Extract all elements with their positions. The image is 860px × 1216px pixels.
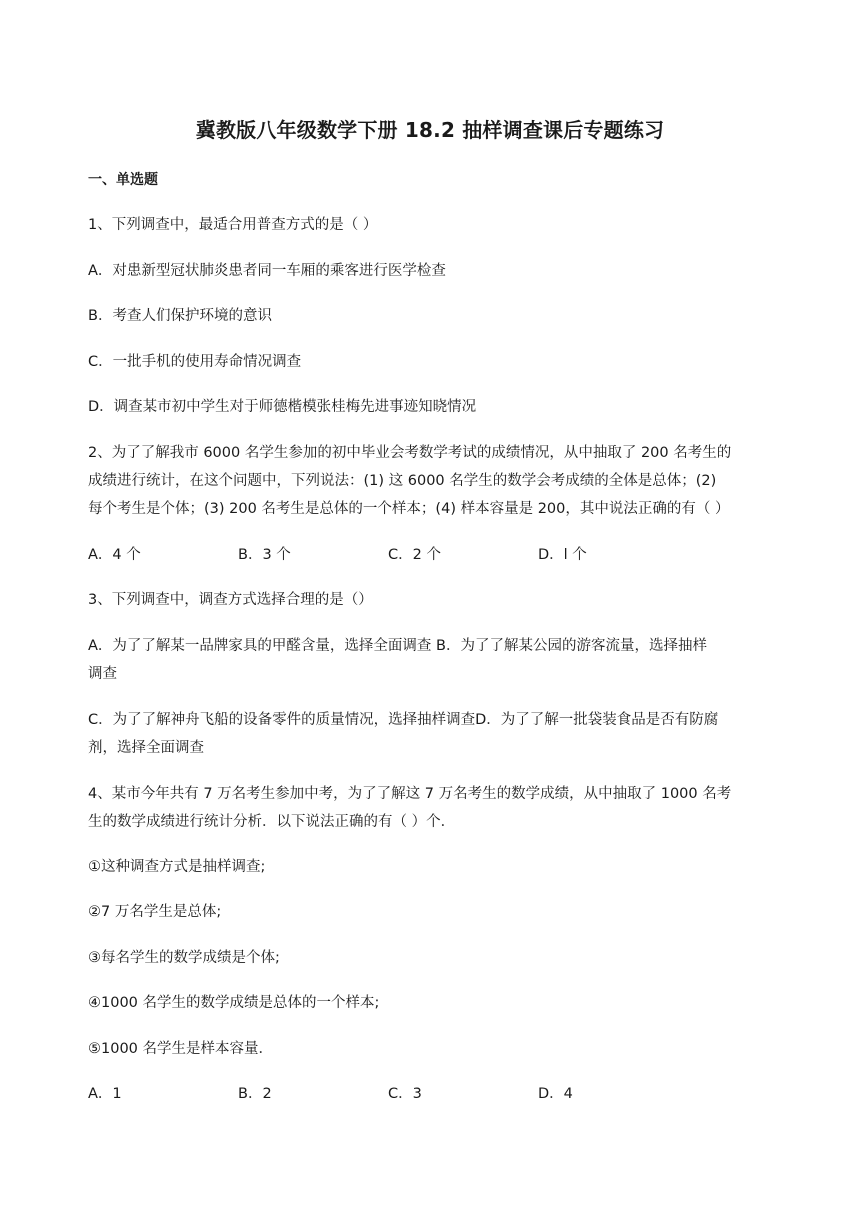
document-title: 冀教版八年级数学下册 18.2 抽样调查课后专题练习 xyxy=(195,118,665,142)
question-4-statement-1: ①这种调查方式是抽样调查; xyxy=(88,859,266,875)
question-4-option-c: C．3 xyxy=(388,1086,422,1102)
question-4-statement-3: ③每名学生的数学成绩是个体; xyxy=(88,950,280,966)
question-4-statement-4: ④1000 名学生的数学成绩是总体的一个样本; xyxy=(88,995,380,1011)
question-1-option-c: C．一批手机的使用寿命情况调查 xyxy=(88,354,302,370)
question-3-options-ab-line-2: 调查 xyxy=(88,666,117,682)
question-2-options xyxy=(88,541,774,569)
section-heading: 一、单选题 xyxy=(88,172,158,188)
question-2-option-a: A．4 个 xyxy=(88,547,141,563)
question-3-options-ab-line-1: A．为了了解某一品牌家具的甲醛含量，选择全面调查 B．为了了解某公园的游客流量，选择抽样 xyxy=(88,638,707,654)
question-1-option-b: B．考查人们保护环境的意识 xyxy=(88,308,272,324)
question-2-option-c: C．2 个 xyxy=(388,547,441,563)
question-4-options xyxy=(88,1080,774,1108)
question-1-option-a: A．对患新型冠状肺炎患者同一车厢的乘客进行医学检查 xyxy=(88,263,446,279)
question-3-stem: 3、下列调查中，调查方式选择合理的是（） xyxy=(88,592,373,608)
question-3-options-cd-line-2: 剂，选择全面调查 xyxy=(88,740,204,756)
question-1-option-d: D．调查某市初中学生对于师德楷模张桂梅先进事迹知晓情况 xyxy=(88,399,477,415)
question-1-stem: 1、下列调查中，最适合用普查方式的是（ ） xyxy=(88,217,378,233)
question-2-stem-line-1: 2、为了了解我市 6000 名学生参加的初中毕业会考数学考试的成绩情况，从中抽取了 200 名考生的 xyxy=(88,445,732,461)
question-4-statement-5: ⑤1000 名学生是样本容量． xyxy=(88,1041,274,1057)
question-4-statement-2: ②7 万名学生是总体; xyxy=(88,904,222,920)
question-4-option-b: B．2 xyxy=(238,1086,272,1102)
question-2-stem-line-2: 成绩进行统计，在这个问题中，下列说法：(1) 这 6000 名学生的数学会考成绩的全体是总体；(2) xyxy=(88,473,717,489)
question-4-stem-line-1: 4、某市今年共有 7 万名考生参加中考，为了了解这 7 万名考生的数学成绩，从中抽取了 1000 名考 xyxy=(88,786,732,802)
question-4-option-a: A．1 xyxy=(88,1086,122,1102)
question-3-options-cd-line-1: C．为了了解神舟飞船的设备零件的质量情况，选择抽样调查D．为了了解一批袋装食品是否有防腐 xyxy=(88,712,719,728)
question-4-option-d: D．4 xyxy=(538,1086,573,1102)
question-2-option-d: D．l 个 xyxy=(538,547,587,563)
question-2-option-b: B．3 个 xyxy=(238,547,291,563)
question-4-stem-line-2: 生的数学成绩进行统计分析．以下说法正确的有（ ）个． xyxy=(88,814,456,830)
question-2-stem-line-3: 每个考生是个体；(3) 200 名考生是总体的一个样本；(4) 样本容量是 200，其中说法正确的有（ ） xyxy=(88,501,730,517)
